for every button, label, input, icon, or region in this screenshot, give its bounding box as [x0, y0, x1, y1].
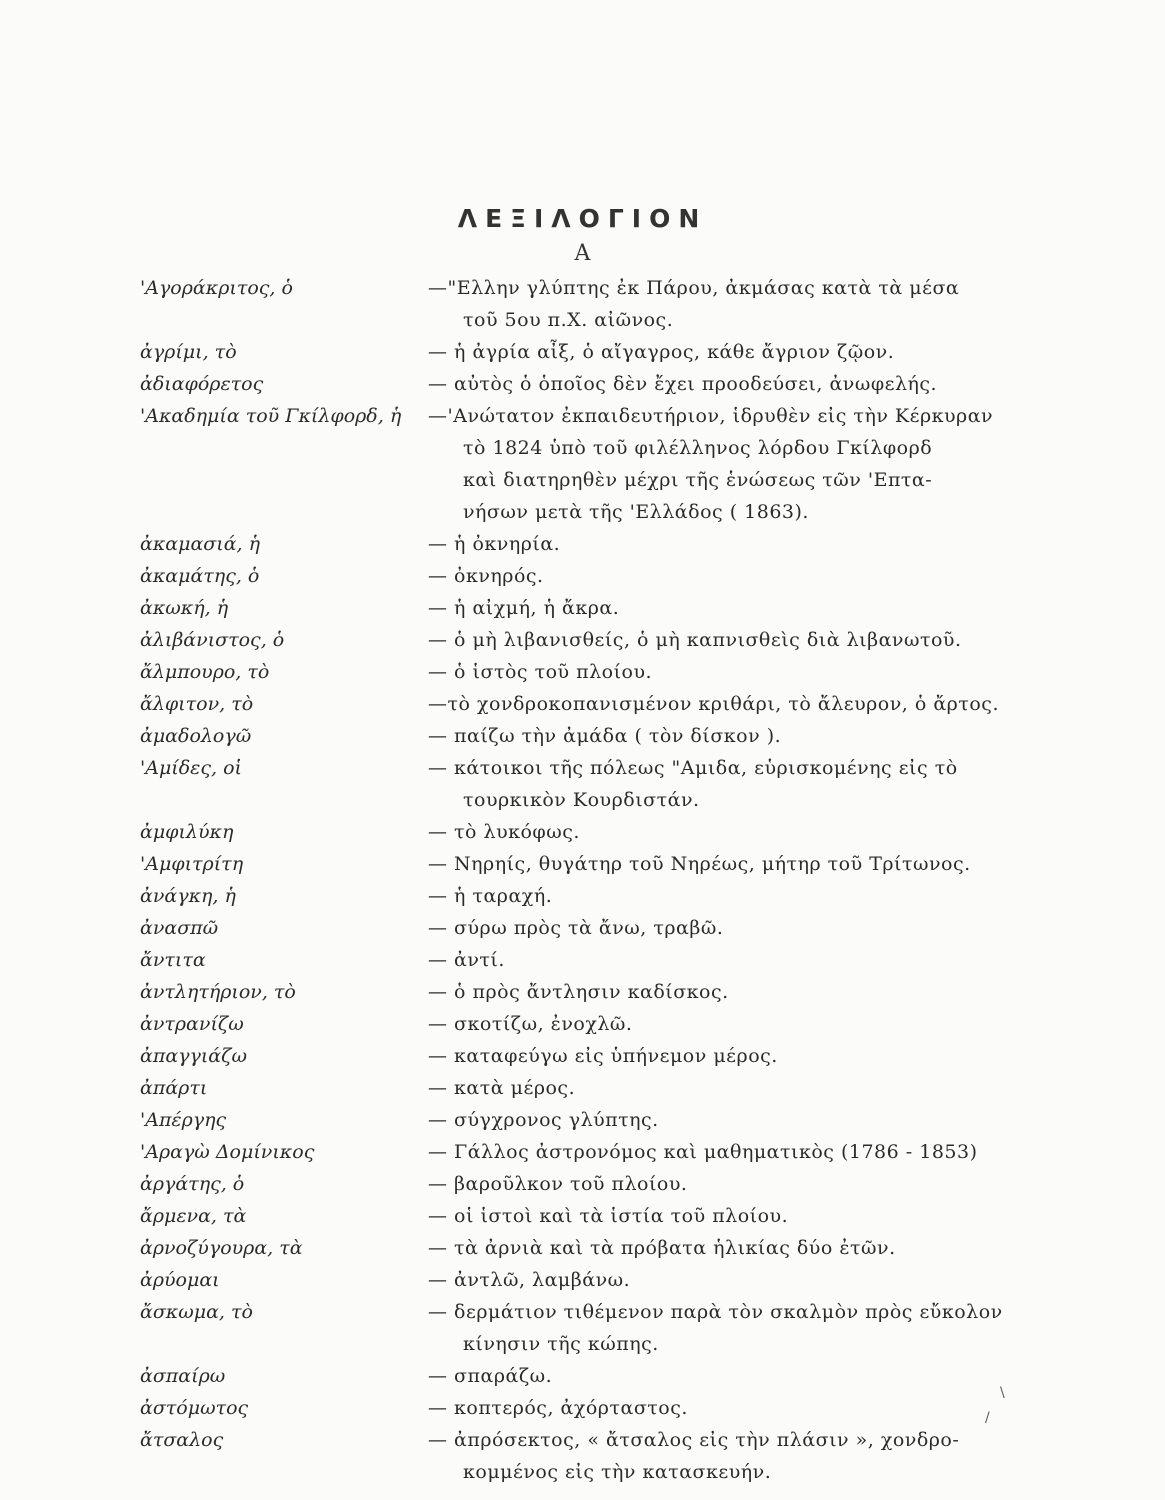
definition-line: — σπαράζω.	[428, 1365, 553, 1387]
definition-line: — ὁ μὴ λιβανισθείς, ὁ μὴ καπνισθεὶς διὰ λιβανωτοῦ.	[428, 629, 962, 651]
definition-line: — ἀντλῶ, λαμβάνω.	[428, 1269, 631, 1291]
entry-definition	[428, 1392, 1020, 1424]
entry-headword: ἀδιαφόρετος	[140, 373, 264, 395]
entry-headword: ἀστόμωτος	[140, 1397, 249, 1419]
entry-headword: ἀλιβάνιστος, ὁ	[140, 629, 285, 651]
entry-headword: ἀντλητήριον, τὸ	[140, 981, 296, 1003]
glossary-entry	[140, 880, 1020, 912]
entry-definition	[428, 272, 1020, 336]
definition-line: — δερμάτιον τιθέμενον παρὰ τὸν σκαλμὸν πρὸς εὔκολον	[428, 1301, 1003, 1323]
entry-definition	[428, 1104, 1020, 1136]
definition-line: τοῦ 5ου π.Χ. αἰῶνος.	[463, 309, 674, 331]
entry-definition	[428, 816, 1020, 848]
entry-definition	[428, 528, 1020, 560]
definition-line: κίνησιν τῆς κώπης.	[463, 1333, 659, 1355]
definition-line: —"Ελλην γλύπτης ἐκ Πάρου, ἀκμάσας κατὰ τὰ μέσα	[428, 277, 960, 299]
entry-definition	[428, 1168, 1020, 1200]
glossary-entry	[140, 1264, 1020, 1296]
entry-headword: ἀκωκή, ἡ	[140, 597, 229, 619]
definition-line: — καταφεύγω εἰς ὑπήνεμον μέρος.	[428, 1045, 778, 1067]
definition-line: — ἡ ἀγρία αἶξ, ὁ αἴγαγρος, κάθε ἄγριον ζῷον.	[428, 341, 895, 363]
definition-line: — οἱ ἱστοὶ καὶ τὰ ἱστία τοῦ πλοίου.	[428, 1205, 789, 1227]
glossary-entry	[140, 592, 1020, 624]
glossary-entry	[140, 1424, 1020, 1488]
entry-headword: ἀσπαίρω	[140, 1365, 226, 1387]
definition-line: — σκοτίζω, ἐνοχλῶ.	[428, 1013, 633, 1035]
entry-headword: 'Ακαδημία τοῦ Γκίλφορδ, ἡ	[140, 405, 402, 427]
definition-line: — Γάλλος ἀστρονόμος καὶ μαθηματικὸς (1786 - 1853)	[428, 1141, 978, 1163]
entry-definition	[428, 752, 1020, 816]
entry-definition	[428, 720, 1020, 752]
entry-definition	[428, 1360, 1020, 1392]
entry-definition	[428, 976, 1020, 1008]
stray-mark: \	[1000, 1385, 1005, 1401]
glossary-entry	[140, 1136, 1020, 1168]
glossary-list	[140, 272, 1020, 1488]
glossary-entry	[140, 336, 1020, 368]
section-letter: Α	[574, 241, 591, 266]
definition-line: — παίζω τὴν ἀμάδα ( τὸν δίσκον ).	[428, 725, 782, 747]
glossary-entry	[140, 656, 1020, 688]
definition-line: — ἡ ταραχή.	[428, 885, 553, 907]
glossary-entry	[140, 976, 1020, 1008]
glossary-entry	[140, 1200, 1020, 1232]
definition-line: — ἀντί.	[428, 949, 505, 971]
entry-headword: ἀγρίμι, τὸ	[140, 341, 237, 363]
entry-headword: ἀκαμάτης, ὁ	[140, 565, 260, 587]
glossary-entry	[140, 944, 1020, 976]
entry-headword: ἄρμενα, τὰ	[140, 1205, 247, 1227]
definition-line: — τὰ ἀρνιὰ καὶ τὰ πρόβατα ἡλικίας δύο ἐτῶν.	[428, 1237, 896, 1259]
glossary-entry	[140, 560, 1020, 592]
glossary-entry	[140, 1168, 1020, 1200]
entry-definition	[428, 688, 1020, 720]
glossary-entry	[140, 688, 1020, 720]
entry-headword: 'Αμφιτρίτη	[140, 853, 244, 875]
definition-line: — σύγχρονος γλύπτης.	[428, 1109, 659, 1131]
entry-definition	[428, 1008, 1020, 1040]
definition-line: — κοπτερός, ἀχόρταστος.	[428, 1397, 688, 1419]
definition-line: —τὸ χονδροκοπανισμένον κριθάρι, τὸ ἄλευρον, ὁ ἄρτος.	[428, 693, 999, 715]
entry-definition	[428, 592, 1020, 624]
entry-headword: 'Αμίδες, οἱ	[140, 757, 242, 779]
entry-definition	[428, 1040, 1020, 1072]
glossary-entry	[140, 1040, 1020, 1072]
entry-headword: ἄτσαλος	[140, 1429, 224, 1451]
glossary-entry	[140, 816, 1020, 848]
glossary-entry	[140, 912, 1020, 944]
entry-definition	[428, 624, 1020, 656]
entry-definition	[428, 1072, 1020, 1104]
entry-headword: ἀμφιλύκη	[140, 821, 234, 843]
page-title: ΛΕΞΙΛΟΓΙΟΝ	[457, 204, 708, 233]
entry-definition	[428, 880, 1020, 912]
definition-line: — βαροῦλκον τοῦ πλοίου.	[428, 1173, 688, 1195]
definition-line: κομμένος εἰς τὴν κατασκευήν.	[463, 1461, 772, 1483]
definition-line: τουρκικὸν Κουρδιστάν.	[463, 789, 700, 811]
definition-line: — ὀκνηρός.	[428, 565, 544, 587]
entry-definition	[428, 656, 1020, 688]
glossary-entry	[140, 368, 1020, 400]
definition-line: — ἀπρόσεκτος, « ἄτσαλος εἰς τὴν πλάσιν », χονδρο-	[428, 1429, 960, 1451]
definition-line: — Νηρηίς, θυγάτηρ τοῦ Νηρέως, μήτηρ τοῦ Τρίτωνος.	[428, 853, 971, 875]
glossary-entry	[140, 1008, 1020, 1040]
entry-definition	[428, 1296, 1020, 1360]
definition-line: — κάτοικοι τῆς πόλεως "Αμιδα, εὑρισκομένης εἰς τὸ	[428, 757, 958, 779]
entry-headword: ἀνασπῶ	[140, 917, 219, 939]
entry-headword: ἀνάγκη, ἡ	[140, 885, 236, 907]
definition-line: — ὁ πρὸς ἄντλησιν καδίσκος.	[428, 981, 729, 1003]
entry-headword: ἀκαμασιά, ἡ	[140, 533, 261, 555]
glossary-entry	[140, 1072, 1020, 1104]
entry-definition	[428, 560, 1020, 592]
entry-headword: ἄλφιτον, τὸ	[140, 693, 254, 715]
header-rule	[150, 58, 1020, 59]
definition-line: — ἡ αἰχμή, ἡ ἄκρα.	[428, 597, 620, 619]
glossary-entry	[140, 272, 1020, 336]
definition-line: — σύρω πρὸς τὰ ἄνω, τραβῶ.	[428, 917, 724, 939]
glossary-entry	[140, 400, 1020, 528]
glossary-entry	[140, 1232, 1020, 1264]
entry-headword: 'Αγοράκριτος, ὁ	[140, 277, 293, 299]
definition-line: — τὸ λυκόφως.	[428, 821, 580, 843]
entry-definition	[428, 848, 1020, 880]
entry-definition	[428, 1264, 1020, 1296]
entry-definition	[428, 336, 1020, 368]
entry-definition	[428, 1232, 1020, 1264]
definition-line: — ἡ ὀκνηρία.	[428, 533, 561, 555]
definition-line: τὸ 1824 ὑπὸ τοῦ φιλέλληνος λόρδου Γκίλφορδ	[463, 437, 933, 459]
entry-headword: ἀντρανίζω	[140, 1013, 244, 1035]
glossary-entry	[140, 720, 1020, 752]
glossary-entry	[140, 1392, 1020, 1424]
entry-definition	[428, 1424, 1020, 1488]
entry-headword: ἀμαδολογῶ	[140, 725, 252, 747]
glossary-entry	[140, 1104, 1020, 1136]
definition-line: — κατὰ μέρος.	[428, 1077, 576, 1099]
glossary-entry	[140, 848, 1020, 880]
entry-definition	[428, 400, 1020, 528]
entry-headword: ἄλμπουρο, τὸ	[140, 661, 270, 683]
entry-definition	[428, 912, 1020, 944]
entry-headword: ἄντιτα	[140, 949, 206, 971]
definition-line: —'Ανώτατον ἐκπαιδευτήριον, ἱδρυθὲν εἰς τὴν Κέρκυραν	[428, 405, 994, 427]
definition-line: — αὐτὸς ὁ ὁποῖος δὲν ἔχει προοδεύσει, ἀνωφελής.	[428, 373, 938, 395]
entry-headword: ἀρνοζύγουρα, τὰ	[140, 1237, 303, 1259]
glossary-entry	[140, 624, 1020, 656]
entry-headword: ἀπάρτι	[140, 1077, 208, 1099]
entry-definition	[428, 1200, 1020, 1232]
entry-headword: ἄσκωμα, τὸ	[140, 1301, 253, 1323]
entry-headword: 'Αραγὼ Δομίνικος	[140, 1141, 315, 1163]
glossary-entry	[140, 1296, 1020, 1360]
stray-mark: /	[985, 1410, 990, 1426]
glossary-entry	[140, 752, 1020, 816]
definition-line: νήσων μετὰ τῆς 'Ελλάδος ( 1863).	[463, 501, 809, 523]
entry-definition	[428, 944, 1020, 976]
definition-line: — ὁ ἱστὸς τοῦ πλοίου.	[428, 661, 653, 683]
glossary-entry	[140, 1360, 1020, 1392]
entry-headword: ἀργάτης, ὁ	[140, 1173, 245, 1195]
entry-headword: ἀρύομαι	[140, 1269, 220, 1291]
glossary-entry	[140, 528, 1020, 560]
entry-definition	[428, 368, 1020, 400]
definition-line: καὶ διατηρηθὲν μέχρι τῆς ἑνώσεως τῶν 'Επτα-	[463, 469, 933, 491]
entry-headword: 'Απέργης	[140, 1109, 227, 1131]
entry-headword: ἀπαγγιάζω	[140, 1045, 247, 1067]
entry-definition	[428, 1136, 1020, 1168]
